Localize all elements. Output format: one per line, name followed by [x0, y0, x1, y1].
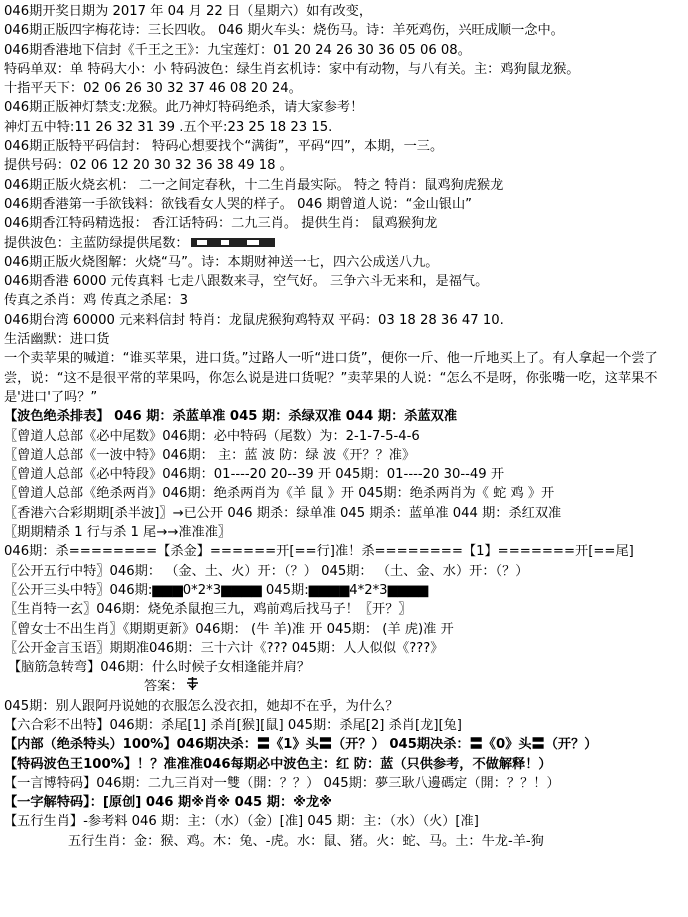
text-line: 046期正版火烧图解：火烧“马”。诗：本期财神送一七，四六公成送八九。 — [4, 254, 439, 270]
text-line: 〖香港六合彩期期[杀半波]〗→已公开 046 期杀：绿单准 045 期杀：蓝单准 044 期：杀红双准 — [4, 505, 562, 521]
text-line: 〖曾道人总部《必中特段》046期：01----20 20--39 开 045期：01----20 30--49 开 — [4, 467, 505, 483]
text-line: 〖曾女士不出生肖〗《期期更新》046期： (牛 羊)准 开 045期： (羊 虎)准 开 — [4, 621, 454, 637]
text-line: 〖生肖特一玄〗046期：烧免杀鼠抱三九，鸡前鸡后找马子！〖开？〗 — [4, 602, 412, 618]
text-line: 生活幽默：进口货 — [4, 332, 110, 348]
text-line: 【波色绝杀排表】 046 期：杀蓝单准 045 期：杀绿双准 044 期：杀蓝双准 — [4, 409, 458, 425]
text-line: 【脑筋急转弯】046期：什么时候子女相逢能并肩？ — [8, 660, 311, 676]
text-line: 五行生肖：金：猴、鸡。木：兔、-虎。水：鼠、猪。火：蛇、马。土：牛龙-羊-狗 — [68, 833, 544, 849]
text-line: 046期正版四字梅花诗：三长四收。 046 期火车头：烧伤马。诗：羊死鸡伤，兴旺成顺一念中。 — [4, 23, 564, 39]
spacer — [4, 677, 144, 696]
text-line: 046期正版神灯禁支:龙猴。此乃神灯特码绝杀，请大家参考！ — [4, 100, 364, 116]
text-line: 【五行生肖】-参考料 046 期：主：（水）（金）[准] 045 期：主：（水）（火）[准] — [4, 814, 479, 830]
text-line: 传真之杀肖：鸡 传真之杀尾：3 — [4, 293, 189, 309]
text-line: 046期正版特平码信封： 特码心想要找个“满街”，平码“四”，本期，一三。 — [4, 139, 444, 155]
text-line: 〖公开金言玉语〗期期准046期：三十六计《??? 045期：人人似似《???》 — [4, 640, 444, 656]
text-line: 〖曾道人总部《必中尾数》046期：必中特码（尾数）为：2-1-7-5-4-6 — [4, 428, 420, 444]
text-line: 046期正版火烧玄机： 二一之间定春秋，十二生肖最实际。 特之 特肖：鼠鸡狗虎猴龙 — [4, 177, 504, 193]
text-line: 神灯五中特:11 26 32 31 39 .五个平:23 25 18 23 15. — [4, 119, 333, 135]
text-line: 046期香港地下信封《千王之王》：九宝莲灯：01 20 24 26 30 36 05 06 08。 — [4, 42, 471, 58]
text-line: 046期台湾 60000 元来料信封 特肖：龙鼠虎猴狗鸡特双 平码：03 18 28 36 47 10. — [4, 312, 504, 328]
text-line: 【一言博特码】046期：二九三肖对一雙（開：？？） 045期：夢三耿八邊碼定（開：？？！） — [4, 775, 560, 791]
smudged-text-blot — [191, 237, 275, 248]
text-line: 046期香港 6000 元传真料 七走八跟数来寻，空气好。 三争六斗无来和，是福气。 — [4, 274, 489, 290]
text-line: 〖曾道人总部《绝杀两肖》046期：绝杀两肖为《羊 鼠 》开 045期：绝杀两肖为《 蛇 鸡 》开 — [4, 486, 555, 502]
text-line: 046期香港第一手欲钱料：欲钱看女人哭的样子。 046 期曾道人说：“金山银山” — [4, 196, 473, 212]
text-line: 046期开奖日期为 2017 年 04 月 22 日（星期六）如有改变， — [4, 4, 373, 19]
text-line: 【六合彩不出特】046期：杀尾[1] 杀肖[猴][鼠] 045期：杀尾[2] 杀肖[龙][兔] — [4, 717, 462, 733]
text-line: 046期：杀========【杀金】======开[==行]准！杀========【1】=======开[==尾] — [4, 544, 634, 560]
text-line: 〖公开五行中特〗046期： （金、土、火）开：（？） 045期： （土、金、水）开：（？） — [4, 563, 529, 579]
text-line: 提供号码：02 06 12 20 30 32 36 38 49 18 。 — [4, 158, 293, 174]
text-line: 【特码波色王100%】！？准准准046每期必中波色主：红 防：蓝（只供参考，不做解释！） — [4, 756, 552, 772]
text-line: 【一字解特码】：[原创] 046 期※肖※ 045 期：※龙※ — [4, 795, 332, 811]
text-line: 十指平天下：02 06 26 30 32 37 46 08 20 24。 — [4, 81, 302, 97]
text-fragment: 提供波色：主蓝防绿提供尾数： — [4, 235, 189, 251]
text-line: 特码单双：单 特码大小：小 特码波色：绿生肖玄机诗：家中有动物，与八有关。主：鸡狗鼠龙猴。 — [4, 61, 580, 77]
text-line: 〖公开三头中特〗046期:▆▆▆0*2*3▆▆▆▆ 045期:▆▆▆▆4*2*3▆▆▆▆ — [4, 582, 429, 598]
humor-story-paragraph: 一个卖苹果的喊道：“谁买苹果，进口货。”过路人一听“进口货”，便你一斤、他一斤地买上了。有人拿起一个尝了尝，说：“这不是很平常的苹果吗，你怎么说是进口货呢？”卖苹果的人说：“怎么不是呀，你张嘴一吃，这苹果不是'进口'了吗？” — [4, 351, 658, 405]
answer-label: 答案： — [144, 679, 184, 695]
text-line-with-blot — [4, 234, 684, 253]
answer-glyph-image — [186, 677, 199, 690]
text-line: 〖曾道人总部《一波中特》046期： 主：蓝 波 防：绿 波《开？？准》 — [4, 447, 416, 463]
text-line: 045期：别人跟阿丹说她的衣服怎么没衣扣，她却不在乎，为什么？ — [4, 698, 399, 714]
text-line: 【内部（绝杀特头）100%】046期决杀：〓《1》头〓（开？） 045期决杀：〓《0》头〓（开？） — [4, 737, 598, 753]
text-line: 046期香江特码精选报： 香江话特码：二九三肖。 提供生肖： 鼠鸡猴狗龙 — [4, 216, 438, 232]
text-line: 〖期期精杀 1 行与杀 1 尾→→准准准〗 — [4, 525, 232, 541]
answer-row — [4, 677, 684, 696]
